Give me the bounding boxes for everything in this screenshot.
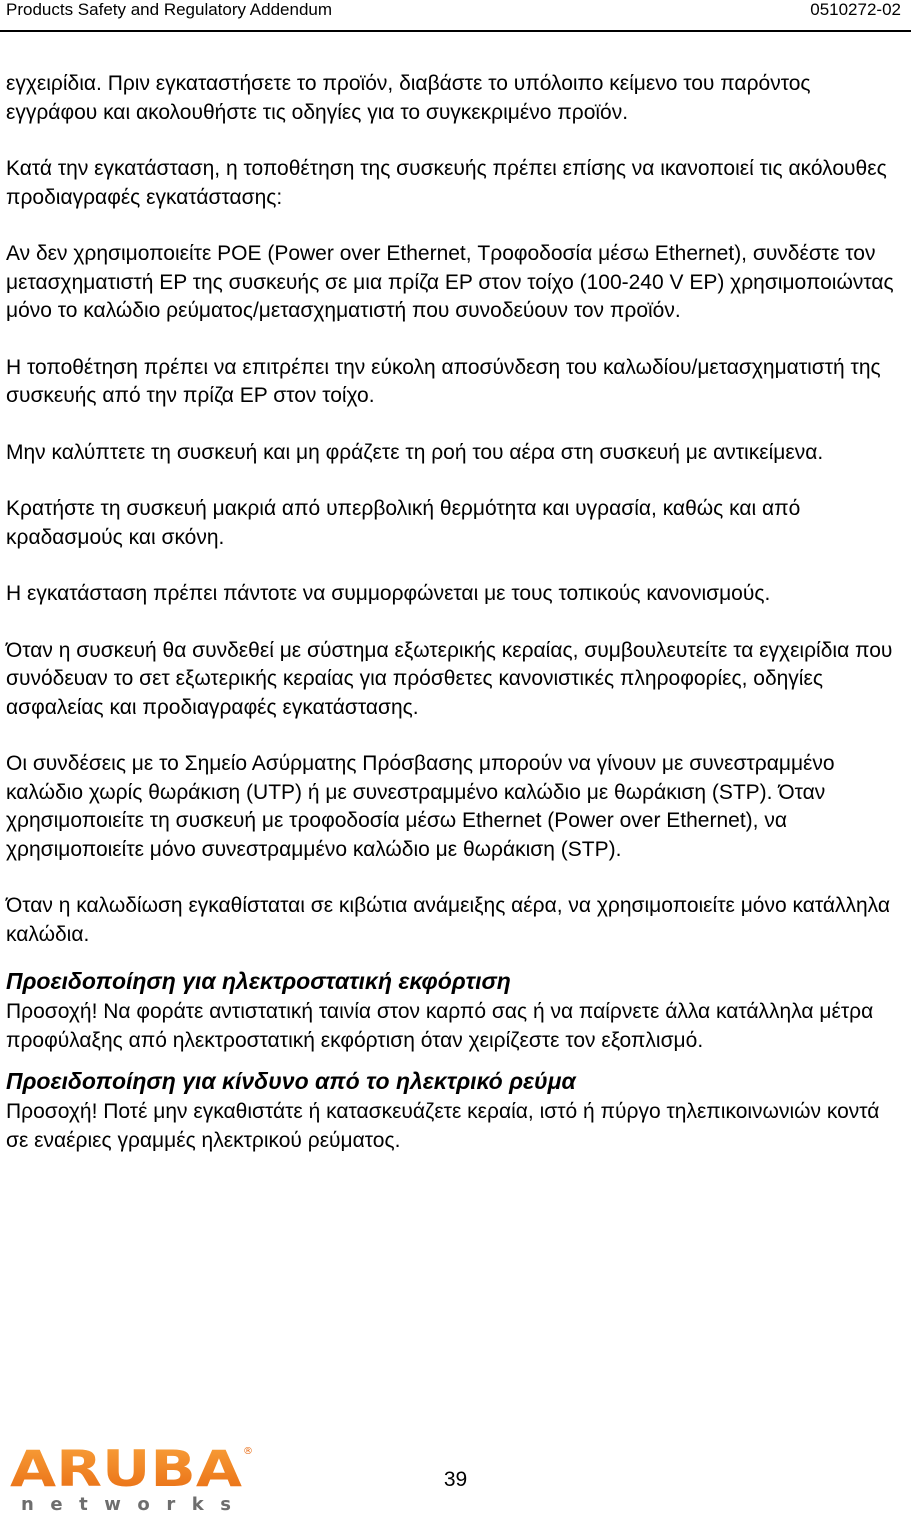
paragraph: Όταν η συσκευή θα συνδεθεί με σύστημα εξωτερικής κεραίας, συμβουλευτείτε τα εγχειρίδια που συνόδευαν το σετ εξωτερικής κεραίας για πρόσθετες κανονιστικές πληροφορίες, οδηγίες ασφαλείας και προδιαγραφές εγκατάστασης. <box>6 638 893 719</box>
paragraph: εγχειρίδια. Πριν εγκαταστήσετε το προϊόν, διαβάστε το υπόλοιπο κείμενο του παρόντος εγγράφου και ακολουθήστε τις οδηγίες για το συγκεκριμένο προϊόν. <box>6 72 811 124</box>
esd-warning-text: Προσοχή! Να φοράτε αντιστατική ταινία στον καρπό σας ή να παίρνετε άλλα κατάλληλα μέτρα προφύλαξης από ηλεκτροστατική εκφόρτιση όταν χειρίζεστε τον εξοπλισμό. <box>6 1000 874 1052</box>
paragraph: Οι συνδέσεις με το Σημείο Ασύρματης Πρόσβασης μπορούν να γίνουν με συνεστραμμένο καλώδιο χωρίς θωράκιση (UTP) ή με συνεστραμμένο καλώδιο με θωράκιση (STP). Όταν χρησιμοποιείτε τη συσκευή με τροφοδοσία μέσω Ethernet (Power over Ethernet), να χρησιμοποιείτε μόνο συνεστραμμένο καλώδιο με θωράκιση (STP). <box>6 752 835 861</box>
esd-warning-heading: Προειδοποίηση για ηλεκτροστατική εκφόρτιση <box>6 968 511 994</box>
paragraph: Όταν η καλωδίωση εγκαθίσταται σε κιβώτια ανάμειξης αέρα, να χρησιμοποιείτε μόνο κατάλληλα καλώδια. <box>6 894 891 946</box>
page-content <box>6 70 906 1167</box>
electric-hazard-heading: Προειδοποίηση για κίνδυνο από το ηλεκτρικό ρεύμα <box>6 1068 576 1094</box>
document-title: Products Safety and Regulatory Addendum <box>6 0 333 19</box>
document-number: 0510272-02 <box>810 0 901 19</box>
paragraph: Αν δεν χρησιμοποιείτε POE (Power over Ethernet, Τροφοδοσία μέσω Ethernet), συνδέστε τον μετασχηματιστή ΕΡ της συσκευής σε μια πρίζα ΕΡ στον τοίχο (100-240 V ΕΡ) χρησιμοποιώντας μόνο το καλώδιο ρεύματος/μετασχηματιστή που συνοδεύουν τον προϊόν. <box>6 242 894 322</box>
paragraph: Η εγκατάσταση πρέπει πάντοτε να συμμορφώνεται με τους τοπικούς κανονισμούς. <box>6 582 771 605</box>
logo-subtitle-text: networks <box>21 1494 231 1513</box>
paragraph: Η τοποθέτηση πρέπει να επιτρέπει την εύκολη αποσύνδεση του καλωδίου/μετασχηματιστή της συσκευής από την πρίζα ΕΡ στον τοίχο. <box>6 355 881 407</box>
electric-hazard-text: Προσοχή! Ποτέ μην εγκαθιστάτε ή κατασκευάζετε κεραία, ιστό ή πύργο τηλεπικοινωνιών κοντά σε εναέριες γραμμές ηλεκτρικού ρεύματος. <box>6 1100 880 1152</box>
logo-registered-mark: ® <box>243 1446 253 1457</box>
logo-brand-text: ARUBA <box>10 1440 243 1498</box>
paragraph: Κατά την εγκατάσταση, η τοποθέτηση της συσκευής πρέπει επίσης να ικανοποιεί τις ακόλουθες προδιαγραφές εγκατάστασης: <box>6 157 887 209</box>
page-header <box>0 0 911 32</box>
paragraph: Μην καλύπτετε τη συσκευή και μη φράζετε τη ροή του αέρα στη συσκευή με αντικείμενα. <box>6 440 824 464</box>
paragraph: Κρατήστε τη συσκευή μακριά από υπερβολική θερμότητα και υγρασία, καθώς και από κραδασμούς και σκόνη. <box>6 497 801 549</box>
page-number: 39 <box>443 1468 468 1491</box>
page-footer <box>0 1440 911 1513</box>
